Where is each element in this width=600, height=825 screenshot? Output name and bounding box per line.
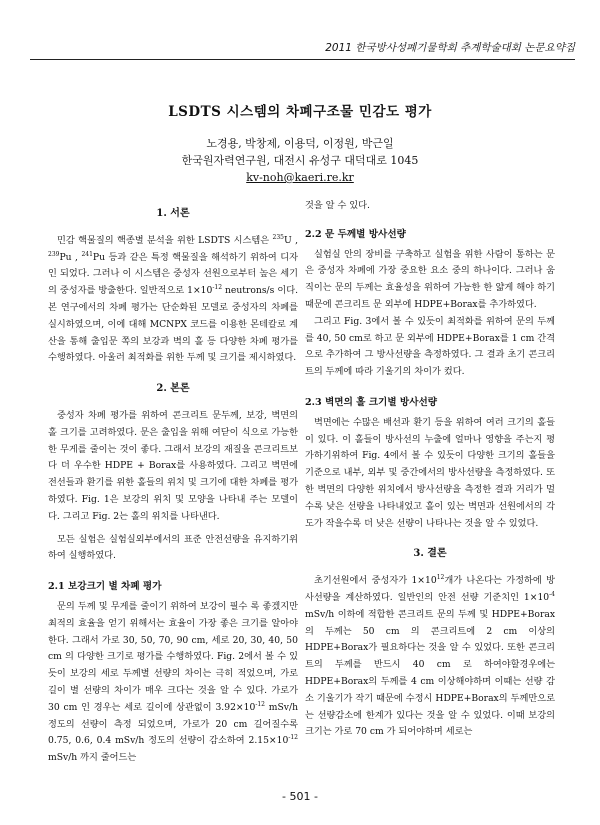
- continued-text: 것을 알 수 있다.: [305, 200, 370, 211]
- subsection-2-2-paragraph-1: 실험실 안의 장비를 구축하고 실험을 위한 사람이 통하는 문은 중성자 차폐에 가장 중요한 요소 중의 하나이다. 그러나 움직이는 문의 두께는 효율성을 위하여 가능한 한 얇게 해야 하기 때문에 콘크리트 문 외부에 HDPE+Borax를 추가하였다.: [305, 248, 555, 310]
- author-email[interactable]: kv-noh@kaeri.re.kr: [246, 171, 354, 184]
- left-column: [48, 198, 298, 767]
- subsection-heading-2-3: 2.3 벽면의 홀 크기별 방사선량: [305, 396, 437, 408]
- author-list: 노경용, 박창제, 이용덕, 이정원, 박근일: [206, 137, 394, 150]
- intro-paragraph: 민감 핵물질의 핵종별 분석을 위한 LSDTS 시스템은 $^{235}$U , $^{239}$Pu , $^{241}$Pu 등과 같은 특정 핵물질을 해석하기 위하여 디자인 되었다. 그러나 이 시스템은 중성자 선원으로부터 높은 세기의 중성자를 방출한다. 일반적으로 $1\times 10^{-12}$ neutrons/s 이다. 본 연구에서의 차폐 평가는 단순화된 모델로 중성자의 차폐를 실시하였으며, 이에 대해 MCNPX 코드를 이용한 몬테칼로 계산을 통해 출입문 쪽의 보강과 벽의 홀 등 다양한 차폐 평가를 수행하였다. 아울러 최적화를 위한 두께 및 크기를 제시하였다.: [48, 233, 299, 364]
- conclusion-paragraph: 초기선원에서 중성자가 $1\times 10^{12}$개가 나온다는 가정하에 방사선량을 계산하였다. 일반인의 안전 선량 기준치인 $1\times 10^{-4}$ mSv/h 이하에 적합한 콘크리트 문의 두께 및 HDPE+Borax 의 두께는 50 cm 의 콘크리트에 2 cm 이상의 HDPE+Borax가 필요하다는 것을 알 수 있었다. 또한 콘크리트의 두께를 반드시 40 cm 로 하여야할경우에는 HDPE+Borax의 두께를 4 cm 이상해야하며 이때는 선량 감소 기울기가 작기 때문에 수정시 HDPE+Borax의 두께만으로는 선량감소에 한계가 있다는 것을 알 수 있었다. 이때 보강의 크기는 가로 70 cm 가 되어야하며 세로는: [305, 574, 555, 738]
- paper-title: LSDTS 시스템의 차폐구조물 민감도 평가: [168, 104, 432, 120]
- section-heading-introduction: 1. 서론: [156, 208, 190, 219]
- running-header: 2011 한국방사성폐기물학회 추계학술대회 논문요약집: [30, 40, 575, 60]
- body-paragraph-1: 중성자 차폐 평가를 위하여 콘크리트 문두께, 보강, 벽면의 홀 크기를 고려하였다. 문은 출입을 위해 여닫이 식으로 가능한 한 무게를 줄이는 것이 좋다. 그래서 보강의 재질을 콘크리트보다 더 우수한 HDPE + Borax를 사용하였다. 그리고 벽면에 전선들과 환기를 위한 홀들의 위치 및 크기에 대한 차폐를 평가하였다. Fig. 1은 보강의 위치 및 모양을 나타내 주는 모델이다. 그리고 Fig. 2는 홀의 위치를 나타낸다.: [48, 409, 298, 522]
- subsection-heading-2-2: 2.2 문 두께별 방사선량: [305, 228, 406, 240]
- right-column: [305, 198, 555, 741]
- body-paragraph-2: 모든 실험은 실험실외부에서의 표준 안전선량을 유지하기위하여 실행하였다.: [48, 533, 298, 562]
- page-number: - 501 -: [282, 790, 318, 803]
- subsection-2-2-paragraph-2: 그리고 Fig. 3에서 볼 수 있듯이 최적화를 위하여 문의 두께를 40, 50 cm로 하고 문 외부에 HDPE+Borax를 1 cm 간격으로 추가하여 그 방사선량을 측정하였다. 그 결과 초기 콘크리트의 두께에 따라 기울기의 차이가 컸다.: [305, 315, 555, 378]
- subsection-2-3-paragraph: 벽면에는 수많은 배선과 환기 등을 위하여 여러 크기의 홀들이 있다. 이 홀들이 방사선의 누출에 얼마나 영향을 주는지 평가하기위하여 Fig. 4에서 볼 수 있듯이 다양한 크기의 홀들을 기준으로 내부, 외부 및 중간에서의 방사선량을 측정하였다. 또한 벽면의 다양한 위치에서 방사선량을 측정한 결과 거리가 멀수록 낮은 선량을 나타내었고 홀이 있는 벽면과 선원에서의 각도가 작을수록 더 낮은 선량이 나타나는 것을 알 수 있었다.: [305, 416, 555, 529]
- affiliation: 한국원자력연구원, 대전시 유성구 대덕대로 1045: [181, 154, 419, 167]
- section-heading-conclusion: 3. 결론: [413, 548, 447, 560]
- section-heading-body: 2. 본론: [156, 383, 190, 395]
- subsection-heading-2-1: 2.1 보강크기 별 차폐 평가: [48, 581, 162, 593]
- subsection-2-1-paragraph: 문의 두께 및 무게를 줄이기 위하여 보강이 필수 록 좋겠지만 최적의 효율을 얻기 위해서는 효율이 가장 좋은 크기를 알아야한다. 그래서 가로 30, 50, 70, 90 cm, 세로 20, 30, 40, 50 cm 의 다양한 크기로 평가를 수행하였다. Fig. 2에서 볼 수 있듯이 보강의 세로 두께별 선량의 차이는 극히 적었으며, 가로 길이 별 선량의 차이가 매우 크다는 것을 알 수 있다. 가로가 30 cm 인 경우는 세로 길이에 상관없이 $3.92\times 10^{-12}$ mSv/h 정도의 선량이 측정 되었으며, 가로가 20 cm 길어질수록 0.75, 0.6, 0.4 mSv/h 정도의 선량이 감소하여 $2.15\times 10^{-12}$ mSv/h 까지 줄어드는: [48, 600, 298, 764]
- author-block: [0, 135, 600, 186]
